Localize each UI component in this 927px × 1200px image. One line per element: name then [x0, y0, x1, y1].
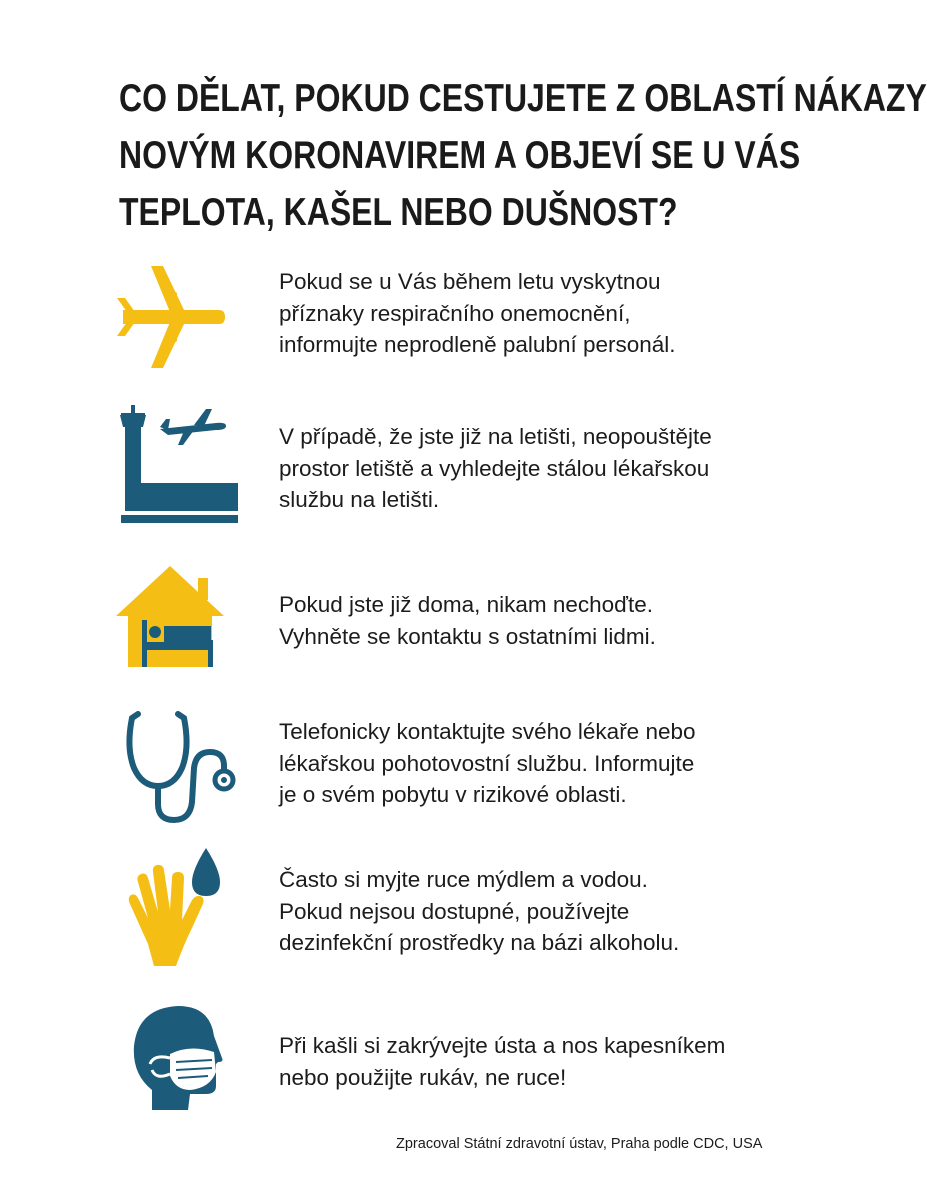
- item-text-line: službu na letišti.: [279, 487, 440, 512]
- list-item: [279, 864, 839, 959]
- source-credit: Zpracoval Státní zdravotní ústav, Praha podle CDC, USA: [396, 1136, 763, 1152]
- list-item: [279, 266, 839, 361]
- item-text-line: Telefonicky kontaktujte svého lékaře nebo: [279, 719, 696, 744]
- face-mask-icon: [130, 1004, 225, 1112]
- list-item: [279, 421, 839, 516]
- item-text-line: prostor letiště a vyhledejte stálou lékařskou: [279, 455, 710, 481]
- item-text-line: dezinfekční prostředky na bázi alkoholu.: [279, 930, 680, 955]
- house-bed-icon: [114, 564, 226, 670]
- item-text-line: Pokud jste již doma, nikam nechoďte.: [279, 592, 654, 617]
- item-text-line: V případě, že jste již na letišti, neopouštějte: [279, 424, 712, 449]
- list-item: [279, 1030, 839, 1093]
- airplane-icon: [115, 262, 225, 372]
- title-line: TEPLOTA, KAŠEL NEBO DUŠNOST?: [119, 191, 678, 234]
- page-title: [119, 70, 927, 241]
- list-item: [279, 716, 839, 811]
- item-text-line: Často si myjte ruce mýdlem a vodou.: [279, 867, 648, 892]
- item-text-line: Vyhněte se kontaktu s ostatními lidmi.: [279, 623, 656, 649]
- stethoscope-icon: [124, 708, 240, 824]
- item-text-line: nebo použijte rukáv, ne ruce!: [279, 1064, 567, 1090]
- item-text-line: lékařskou pohotovostní službu. Informujte: [279, 750, 695, 776]
- title-line: CO DĚLAT, POKUD CESTUJETE Z OBLASTÍ NÁKAZY: [119, 77, 927, 120]
- title-line: NOVÝM KORONAVIREM A OBJEVÍ SE U VÁS: [119, 134, 801, 177]
- item-text-line: Při kašli si zakrývejte ústa a nos kapesníkem: [279, 1033, 726, 1058]
- item-text-line: je o svém pobytu v rizikové oblasti.: [279, 782, 627, 807]
- item-text-line: příznaky respiračního onemocnění,: [279, 300, 631, 326]
- item-text-line: Pokud se u Vás během letu vyskytnou: [279, 269, 661, 294]
- hand-washing-icon: [126, 848, 226, 968]
- item-text-line: Pokud nejsou dostupné, používejte: [279, 898, 630, 924]
- list-item: [279, 589, 839, 652]
- airport-tower-icon: [118, 405, 238, 527]
- item-text-line: informujte neprodleně palubní personál.: [279, 332, 676, 357]
